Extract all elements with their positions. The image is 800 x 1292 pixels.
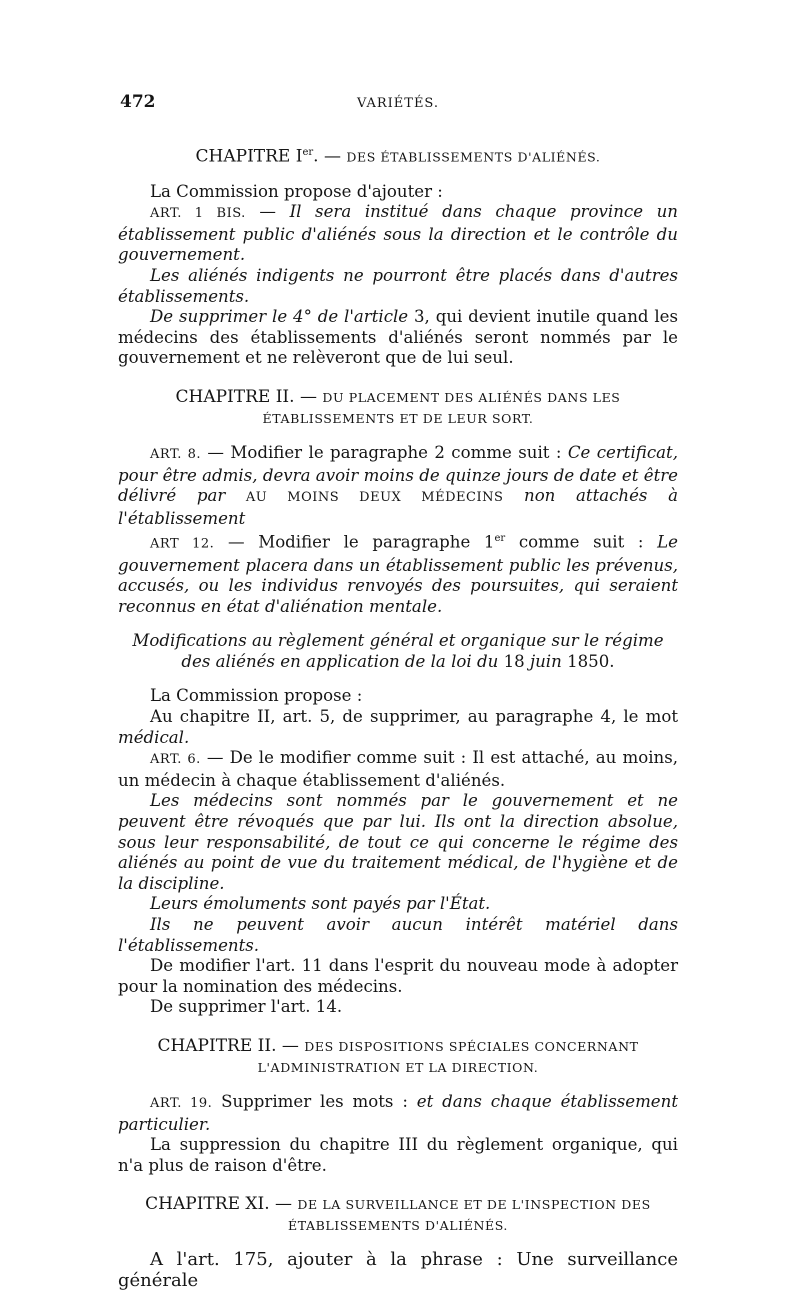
page-number: 472 <box>120 92 156 112</box>
article-6-label: ART. 6. <box>150 752 201 768</box>
supprimer-italic: De supprimer le 4° de l'article <box>150 307 409 327</box>
dash: — <box>245 202 290 222</box>
chapter-2b-subject-line2: L'ADMINISTRATION ET LA DIRECTION. <box>257 1059 539 1075</box>
article-text: Il sera institué dans chaque province un établissement public d'aliénés sous la direction et le contrôle du gouvernement. <box>118 202 678 265</box>
chapter-2-title: CHAPITRE II. — <box>175 387 323 407</box>
chapter-2b-title: CHAPITRE II. — <box>157 1035 305 1056</box>
paragraph-interet <box>118 915 678 956</box>
book-page <box>118 92 678 1292</box>
chapitre-2-text: Au chapitre II, art. 5, de supprimer, au paragraphe 4, le mot <box>150 707 678 727</box>
paragraph-commission-2: La Commission propose : <box>150 686 363 706</box>
article-8-mid: — Modifier le paragraphe 2 comme suit : <box>201 443 568 462</box>
paragraph-art-1-bis <box>118 202 678 266</box>
chapter-11-subject: DE LA SURVEILLANCE ET DE L'INSPECTION DES <box>297 1197 651 1213</box>
modifications-month: juin <box>529 651 562 671</box>
chapter-1-heading <box>118 142 678 168</box>
paragraph-art-14: De supprimer l'art. 14. <box>150 997 343 1017</box>
indigents-text: Les aliénés indigents ne pourront être placés dans d'autres établissements. <box>118 266 678 306</box>
chapter-2-subject-line2: ÉTABLISSEMENTS ET DE LEUR SORT. <box>262 411 534 426</box>
article-12-mid: — Modifier le paragraphe 1 <box>214 532 495 552</box>
paragraph-art-8 <box>118 443 678 529</box>
chapter-1-title: CHAPITRE I <box>195 146 303 167</box>
chapter-1-sep: . — <box>313 146 347 167</box>
paragraph-medecins <box>118 791 678 894</box>
chapter-11-title: CHAPITRE XI. — <box>145 1194 298 1215</box>
chapitre-2-italic: médical. <box>118 727 190 747</box>
article-12-italic: Le gouvernement placera dans un établissement public les prévenus, accusés, ou les individus renvoyés des poursuites, qui seraient reconnus en état d'aliénation mentale. <box>118 532 678 616</box>
chapter-1-sup: er <box>302 147 314 158</box>
chapter-1-subject: DES ÉTABLISSEMENTS D'ALIÉNÉS. <box>346 149 601 165</box>
article-6-text: — De le modifier comme suit : Il est attaché, au moins, un médecin à chaque établissement d'aliénés. <box>118 748 678 790</box>
modifications-heading <box>126 631 670 672</box>
article-8-smallcaps: AU MOINS DEUX MÉDECINS <box>245 490 504 506</box>
paragraph-suppression: La suppression du chapitre III du règlement organique, qui n'a plus de raison d'être. <box>118 1135 678 1175</box>
paragraph-chapitre-2 <box>118 707 678 748</box>
chapter-2b-subject: DES DISPOSITIONS SPÉCIALES CONCERNANT <box>304 1038 639 1054</box>
article-label: ART. 1 BIS. <box>150 206 246 222</box>
chapter-2-subject: DU PLACEMENT DES ALIÉNÉS DANS LES <box>322 390 621 405</box>
chapter-2b-heading <box>118 1036 678 1078</box>
paragraph-art-6 <box>118 748 678 791</box>
article-12-label: ART 12. <box>150 536 215 552</box>
supprimer-rest: 3, qui devient inutile quand les médecins des établissements d'aliénés seront nommés par le gouvernement et ne relèveront que de lui seul. <box>118 307 679 368</box>
article-19-text: Supprimer les mots : <box>212 1091 417 1111</box>
paragraph-art-12 <box>118 529 678 617</box>
article-19-label: ART. 19. <box>150 1095 213 1111</box>
paragraph-art-11: De modifier l'art. 11 dans l'esprit du nouveau mode à adopter pour la nomination des médecins. <box>118 956 678 996</box>
chapter-2-heading <box>118 387 678 429</box>
paragraph-art-19 <box>118 1092 678 1135</box>
article-8-italic-2: non attachés à l'établissement <box>118 486 678 528</box>
interet-text: Ils ne peuvent avoir aucun intérêt matériel dans l'établissements. <box>118 915 678 955</box>
paragraph-emoluments <box>118 894 678 915</box>
modifications-line: Modifications au règlement général et organique sur le régime des aliénés en application de la loi du <box>132 631 664 671</box>
medecins-text: Les médecins sont nommés par le gouvernement et ne peuvent être révoqués que par lui. Ils ont la direction absolue, sous leur responsabilité, de tout ce qui concerne le régime des aliénés au point de vue du traitement médical, de l'hygiène et de la discipline. <box>118 791 678 893</box>
article-12-sup: er <box>494 533 506 545</box>
page-header <box>118 92 678 124</box>
paragraph-supprimer <box>118 307 678 369</box>
modifications-year: 1850. <box>561 651 615 671</box>
chapter-11-subject-line2: ÉTABLISSEMENTS D'ALIÉNÉS. <box>288 1218 508 1234</box>
article-19-italic: et dans chaque établissement particulier. <box>118 1091 678 1134</box>
modifications-date: 18 <box>498 651 530 671</box>
running-title: VARIÉTÉS. <box>356 96 440 111</box>
paragraph-art-175: A l'art. 175, ajouter à la phrase : Une surveillance générale <box>118 1249 678 1291</box>
article-12-mid2: comme suit : <box>505 532 658 552</box>
emoluments-text: Leurs émoluments sont payés par l'État. <box>150 894 491 914</box>
article-8-italic-1: Ce certificat, pour être admis, devra avoir moins de quinze jours de date et être délivré par <box>118 443 678 506</box>
chapter-11-heading <box>118 1194 678 1236</box>
article-8-label: ART. 8. <box>150 447 201 462</box>
paragraph-indigents <box>118 266 678 307</box>
paragraph-commission-1: La Commission propose d'ajouter : <box>150 181 443 201</box>
